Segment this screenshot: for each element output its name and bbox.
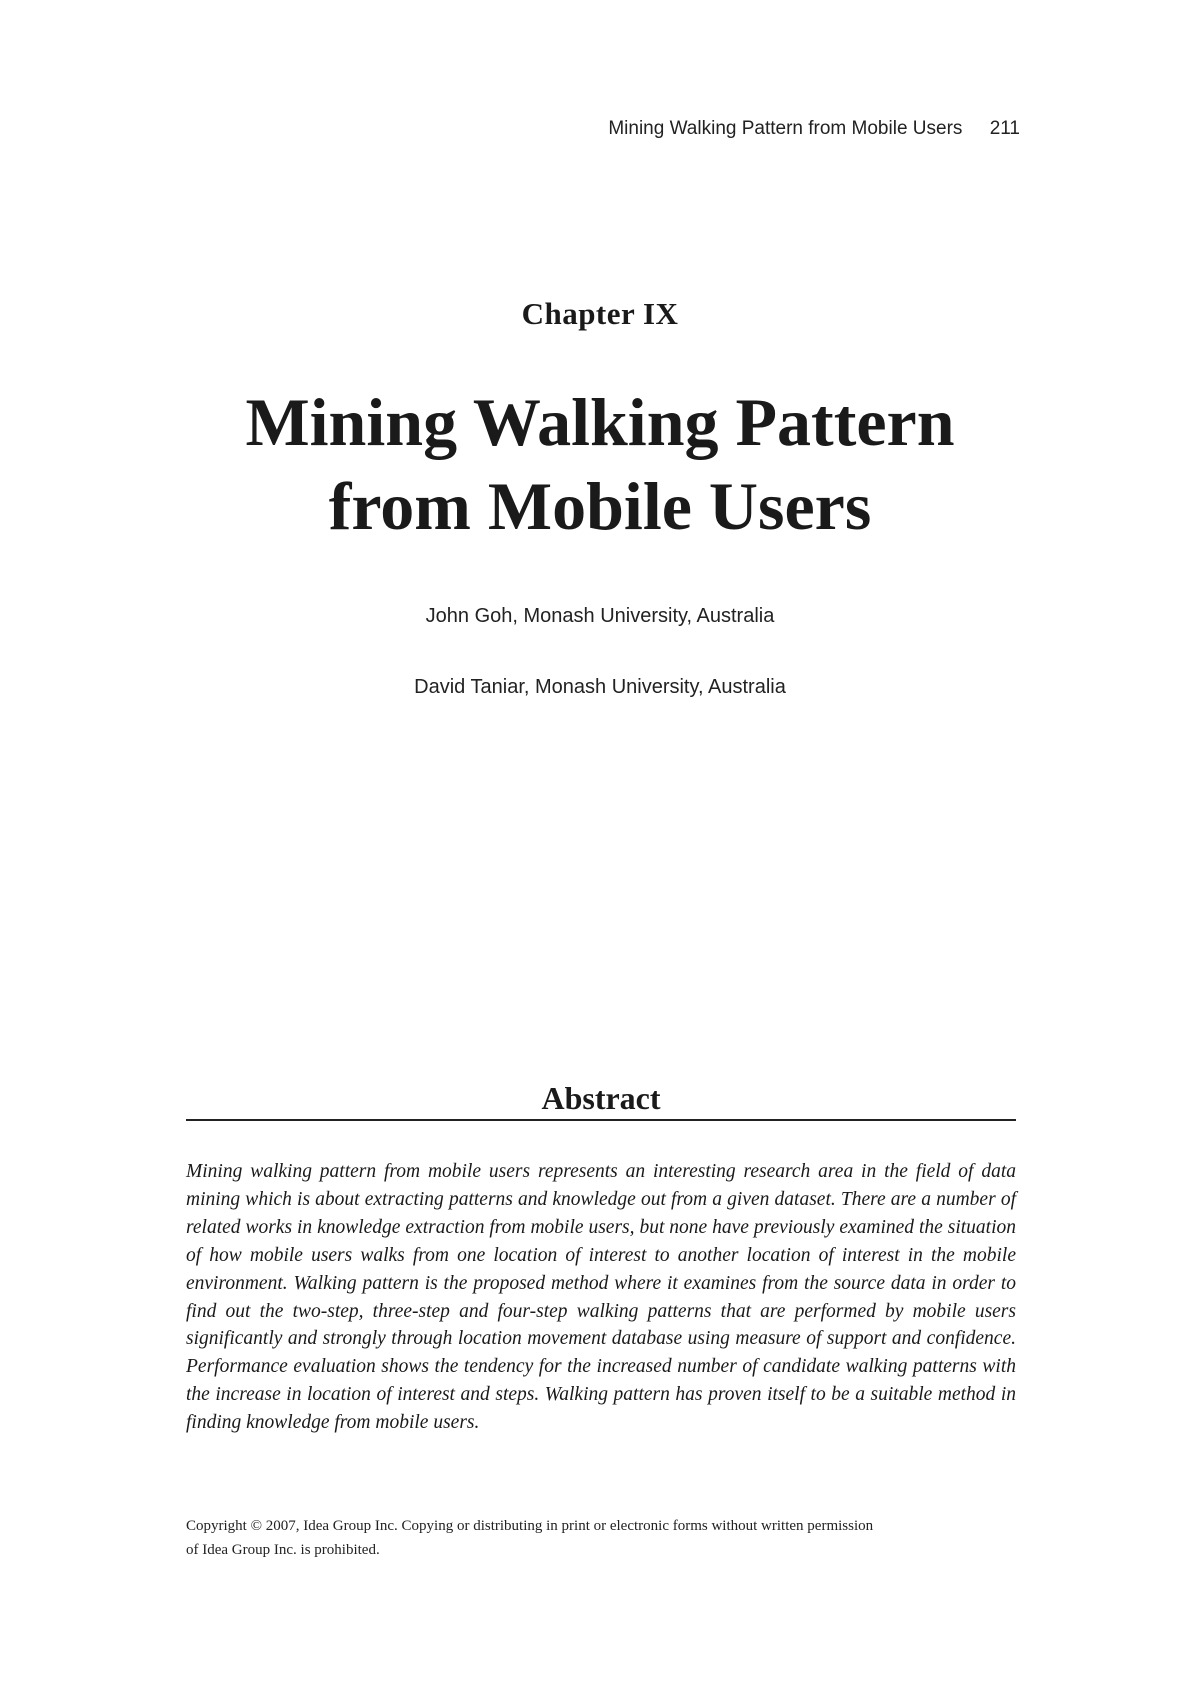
running-head-title: Mining Walking Pattern from Mobile Users: [608, 118, 963, 139]
abstract-divider: [186, 1119, 1016, 1121]
chapter-title: [0, 380, 1200, 548]
author-2: David Taniar, Monash University, Australia: [414, 676, 786, 698]
copyright-line-2: of Idea Group Inc. is prohibited.: [186, 1542, 380, 1558]
chapter-title-line-2: from Mobile Users: [328, 468, 872, 544]
copyright-line-1: Copyright © 2007, Idea Group Inc. Copying or distributing in print or electronic forms without written permission: [186, 1518, 874, 1534]
chapter-label: Chapter IX: [521, 296, 679, 331]
abstract-heading: Abstract: [541, 1080, 661, 1116]
author-1: John Goh, Monash University, Australia: [425, 605, 775, 627]
running-head: [560, 118, 1020, 140]
abstract-text: Mining walking pattern from mobile users represents an interesting research area in the field of data mining which is about extracting patterns and knowledge out from a given dataset. There are a number of related works in knowledge extraction from mobile users, but none have previously examined the situation of how mobile users walks from one location of interest to another location of interest in the mobile environment. Walking pattern is the proposed method where it examines from the source data in order to find out the two-step, three-step and four-step walking patterns that are performed by mobile users significantly and strongly through location movement database using measure of support and confidence. Performance evaluation shows the tendency for the increased number of candidate walking patterns with the increase in location of interest and steps. Walking pattern has proven itself to be a suitable method in finding knowledge from mobile users.: [186, 1161, 1016, 1434]
chapter-title-line-1: Mining Walking Pattern: [245, 384, 955, 460]
copyright-notice: [186, 1514, 1036, 1562]
page-number: 211: [989, 118, 1020, 139]
